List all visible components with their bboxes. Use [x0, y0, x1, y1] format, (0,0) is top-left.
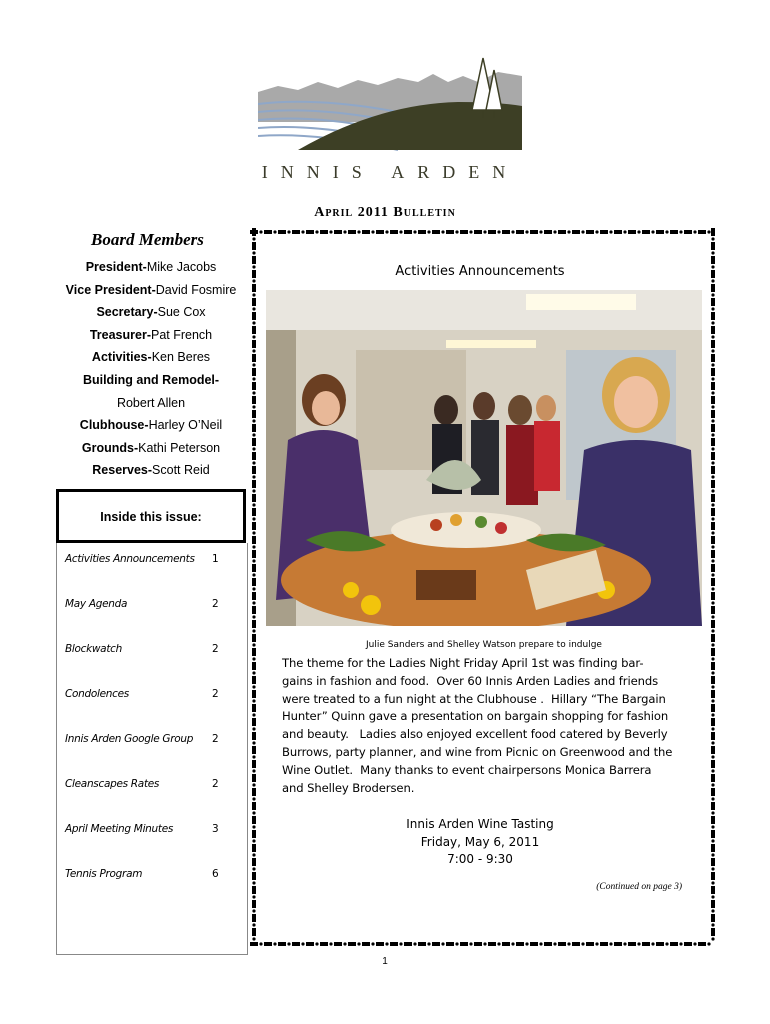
board-member-name: Sue Cox [157, 305, 206, 320]
board-member-name: Harley O’Neil [148, 418, 223, 433]
toc-item-page: 6 [212, 868, 219, 880]
board-member-role: Grounds [81, 440, 134, 455]
board-member: Secretary-Sue Cox [96, 305, 206, 320]
article-body [282, 655, 694, 797]
board-member: President-Mike Jacobs [85, 260, 217, 274]
board-member: Activities-Ken Beres [91, 350, 211, 365]
toc-item-page: 2 [212, 778, 219, 790]
event-date: Friday, May 6, 2011 [420, 834, 540, 849]
toc-item-label: Innis Arden Google Group [65, 733, 194, 745]
article-line: were treated to a fun night at the Clubhouse . Hillary “The Bargain [282, 691, 666, 706]
board-member-role: Secretary [96, 305, 154, 320]
ladies-night-photo [266, 290, 702, 626]
toc-item [65, 868, 235, 888]
activities-heading: Activities Announcements [395, 264, 565, 279]
article-line: and Shelley Brodersen. [282, 780, 415, 795]
inside-issue-box [56, 489, 246, 543]
toc-item [65, 553, 235, 573]
toc-item-page: 2 [212, 688, 219, 700]
page-number: 1 [382, 956, 388, 967]
board-member-name: Pat French [151, 327, 213, 342]
board-member-name: Robert Allen [116, 395, 186, 410]
toc-item-label: Blockwatch [65, 643, 122, 655]
toc-item [65, 688, 235, 708]
toc-item [65, 778, 235, 798]
toc-item [65, 733, 235, 753]
toc-item-label: May Agenda [65, 598, 128, 610]
board-list [56, 256, 246, 482]
board-member-name: Ken Beres [151, 350, 211, 365]
toc-item-page: 2 [212, 598, 219, 610]
board-member: Clubhouse-Harley O’Neil [79, 418, 223, 433]
board-member-name: David Fosmire [155, 282, 237, 297]
photo-caption: Julie Sanders and Shelley Watson prepare to indulge [366, 640, 602, 650]
board-member-role: President [85, 260, 143, 274]
article-line: Burrows, party planner, and wine from Picnic on Greenwood and the [282, 744, 673, 759]
toc-item-label: Tennis Program [65, 868, 143, 880]
toc-item [65, 598, 235, 618]
bulletin-title: April 2011 Bulletin [314, 205, 456, 220]
toc-item-page: 2 [212, 643, 219, 655]
tree-icon [472, 58, 502, 118]
board-member-name: Mike Jacobs [146, 260, 217, 274]
toc-item-label: April Meeting Minutes [65, 823, 174, 835]
event-time: 7:00 - 9:30 [447, 852, 513, 866]
table-of-contents [56, 543, 248, 955]
toc-item-label: Activities Announcements [65, 553, 195, 565]
board-member: Grounds-Kathi Peterson [81, 440, 221, 455]
toc-item-page: 1 [212, 553, 219, 565]
event-announcement [270, 816, 690, 869]
inside-issue-title: Inside this issue: [100, 510, 202, 524]
toc-item-page: 3 [212, 823, 219, 835]
board-member: Vice President-David Fosmire [65, 282, 237, 297]
logo-wordmark: INNIS ARDEN [261, 162, 519, 182]
toc-item [65, 643, 235, 663]
board-member-role: Activities [91, 350, 148, 365]
toc-item-page: 2 [212, 733, 219, 745]
article-line: Wine Outlet. Many thanks to event chairpersons Monica Barrera [282, 762, 652, 777]
article-line: Hunter” Quinn gave a presentation on bargain shopping for fashion [282, 709, 669, 724]
toc-item-label: Condolences [65, 688, 129, 700]
board-member: Treasurer-Pat French [89, 327, 213, 342]
article-line: gains in fashion and food. Over 60 Innis Arden Ladies and friends [282, 673, 659, 688]
innis-arden-logo [258, 52, 522, 182]
board-member-role: Vice President [65, 282, 152, 297]
toc-item-label: Cleanscapes Rates [65, 778, 160, 790]
board-member-role: Reserves [92, 463, 148, 478]
article-line: The theme for the Ladies Night Friday April 1st was finding bar- [282, 656, 644, 670]
board-member-name: Kathi Peterson [138, 440, 221, 455]
board-member: Building and Remodel- [82, 372, 220, 387]
toc-item [65, 823, 235, 843]
board-member-role: Treasurer [89, 327, 147, 342]
event-name: Innis Arden Wine Tasting [406, 817, 554, 831]
board-heading: Board Members [91, 230, 204, 249]
board-member-role: Building and Remodel [82, 372, 215, 387]
board-member-role: Clubhouse [79, 418, 145, 433]
board-member: Reserves-Scott Reid [92, 463, 210, 478]
board-member-name: Scott Reid [152, 463, 210, 478]
continued-note: (Continued on page 3) [596, 882, 682, 892]
article-line: and beauty. Ladies also enjoyed excellent food catered by Beverly [282, 727, 668, 742]
board-members [56, 230, 246, 482]
